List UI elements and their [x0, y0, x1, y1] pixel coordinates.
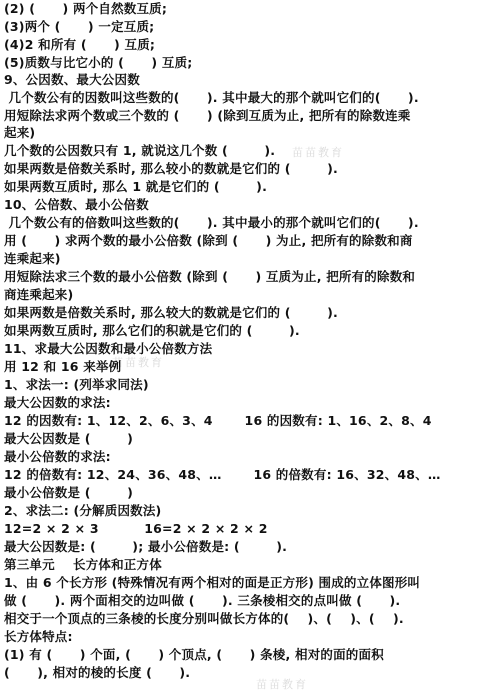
text-line: 1、求法一: (列举求同法): [4, 377, 149, 392]
section-heading: 第三单元 长方体和正方体: [4, 557, 162, 572]
section-heading: 10、公倍数、最小公倍数: [4, 197, 149, 212]
text-line: 最大公因数是: ( ); 最小公倍数是: ( ).: [4, 539, 288, 554]
text-line: 长方体特点:: [4, 629, 73, 644]
text-line: 起来): [4, 125, 36, 140]
text-line: 相交于一个顶点的三条棱的长度分别叫做长方体的( )、( )、( ).: [4, 611, 404, 626]
text-line: (2) ( ) 两个自然数互质;: [4, 1, 168, 16]
text-line: ( ), 相对的棱的长度 ( ).: [4, 665, 191, 680]
text-line: 1、由 6 个长方形 (特殊情况有两个相对的面是正方形) 围成的立体图形叫: [4, 575, 421, 590]
text-line: (3)两个 ( ) 一定互质;: [4, 19, 155, 34]
text-line: (5)质数与比它小的 ( ) 互质;: [4, 55, 193, 70]
text-line: 12=2 × 2 × 3 16=2 × 2 × 2 × 2: [4, 521, 268, 536]
text-line: 如果两数是倍数关系时, 那么较小的数就是它们的 ( ).: [4, 161, 338, 176]
text-line: 商连乘起来): [4, 287, 74, 302]
text-line: 如果两数互质时, 那么 1 就是它们的 ( ).: [4, 179, 268, 194]
text-line: 几个数公有的倍数叫这些数的( ). 其中最小的那个就叫它们的( ).: [4, 215, 419, 230]
watermark: 苗苗教育: [112, 356, 164, 369]
text-line: 12 的因数有: 1、12、2、6、3、4 16 的因数有: 1、16、2、8、4: [4, 413, 432, 428]
section-heading: 11、求最大公因数和最小公倍数方法: [4, 341, 213, 356]
text-line: 几个数的公因数只有 1, 就说这几个数 ( ).: [4, 143, 276, 158]
text-line: 最大公因数的求法:: [4, 395, 111, 410]
text-line: 最小公倍数是 ( ): [4, 485, 133, 500]
text-line: (1) 有 ( ) 个面, ( ) 个顶点, ( ) 条棱, 相对的面的面积: [4, 647, 384, 662]
text-line: 用 12 和 16 来举例: [4, 359, 122, 374]
text-line: (4)2 和所有 ( ) 互质;: [4, 37, 156, 52]
text-line: 最大公因数是 ( ): [4, 431, 133, 446]
text-line: 用 ( ) 求两个数的最小公倍数 (除到 ( ) 为止, 把所有的除数和商: [4, 233, 413, 248]
text-line: 用短除法求两个数或三个数的 ( ) (除到互质为止, 把所有的除数连乘: [4, 108, 411, 123]
text-line: 12 的倍数有: 12、24、36、48、… 16 的倍数有: 16、32、48、…: [4, 467, 441, 482]
text-line: 最小公倍数的求法:: [4, 449, 111, 464]
text-line: 连乘起来): [4, 251, 61, 266]
watermark: 苗苗教育: [292, 146, 344, 159]
text-line: 如果两数互质时, 那么它们的积就是它们的 ( ).: [4, 323, 300, 338]
section-heading: 9、公因数、最大公因数: [4, 72, 140, 87]
watermark: 苗苗教育: [256, 678, 308, 691]
text-line: 几个数公有的因数叫这些数的( ). 其中最大的那个就叫它们的( ).: [4, 90, 419, 105]
text-line: 用短除法求三个数的最小公倍数 (除到 ( ) 互质为止, 把所有的除数和: [4, 269, 416, 284]
text-line: 如果两数是倍数关系时, 那么较大的数就是它们的 ( ).: [4, 305, 338, 320]
text-line: 做 ( ). 两个面相交的边叫做 ( ). 三条棱相交的点叫做 ( ).: [4, 593, 401, 608]
text-line: 2、求法二: (分解质因数法): [4, 503, 162, 518]
